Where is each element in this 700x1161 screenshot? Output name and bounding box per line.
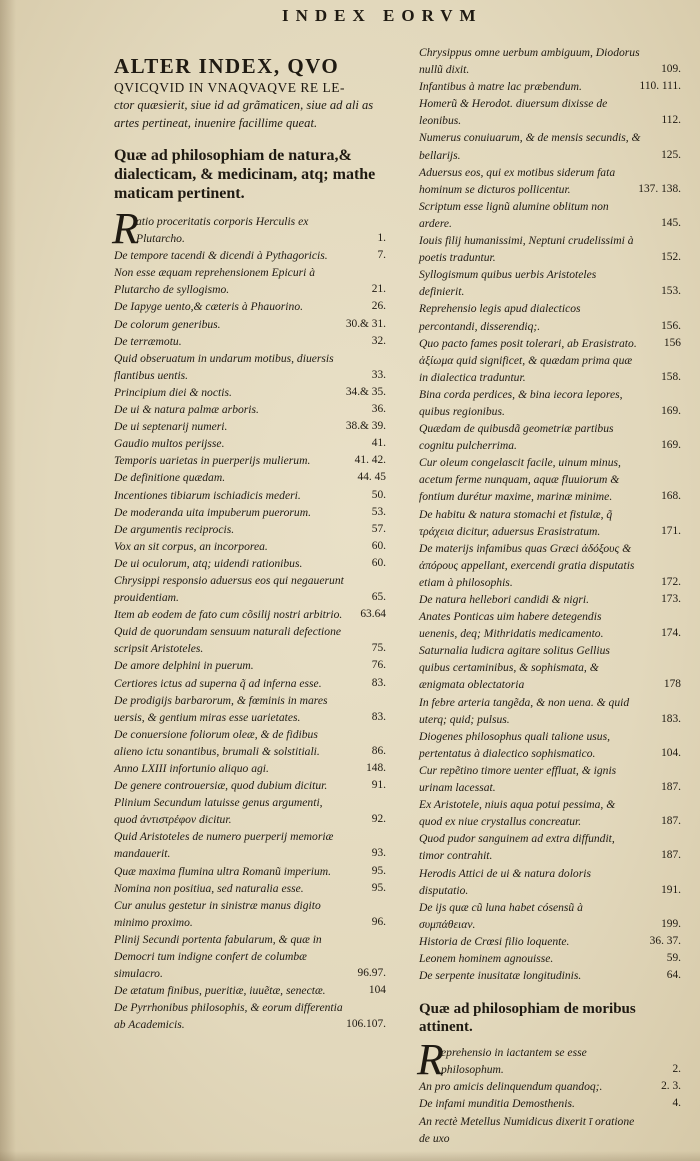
- entry-page-number: 2. 3.: [661, 1080, 681, 1093]
- entry-page-number: 60.: [371, 539, 386, 552]
- entry-text: De ui septenarij numeri.: [114, 420, 228, 434]
- entry-page-number: 83.: [371, 676, 386, 689]
- entry-text: De colorum generibus.: [114, 317, 221, 331]
- entry-page-number: 57.: [371, 522, 386, 535]
- index-entry: [114, 316, 386, 333]
- entry-text: Ex Aristotele, niuis aqua potui pessima, & quod ex niue crystallus concreatur.: [419, 798, 616, 829]
- drop-cap: R: [417, 1035, 444, 1085]
- entry-page-number: 125.: [661, 148, 681, 161]
- index-entry: [114, 675, 386, 692]
- index-entry: [417, 1035, 681, 1085]
- entry-page-number: 38.& 39.: [345, 420, 386, 433]
- index-entry: [419, 865, 681, 899]
- index-entry: [114, 982, 386, 999]
- entry-page-number: 41. 42.: [354, 454, 386, 467]
- entry-text: Aduersus eos, qui ex motibus siderum fata hominum se dicturos pollicentur.: [419, 165, 616, 196]
- index-entry: [112, 204, 386, 253]
- entry-text: Quædam de quibusdã geometriæ partibus cognitu pulcherrima.: [419, 422, 614, 453]
- index-entry: [419, 967, 681, 984]
- entry-text: Gaudio multos perijsse.: [114, 437, 225, 451]
- entry-text: Syllogismum quibus uerbis Aristoteles definierit.: [419, 268, 597, 299]
- index-subtitle: QVICQVID IN VNAQVAQVE RE LE-: [114, 80, 345, 95]
- right-entry-list: [419, 44, 681, 984]
- drop-cap: R: [112, 204, 139, 253]
- entry-text: ἀξίωμα quid significet, & quædam prima quæ in dialectica traduntur.: [419, 353, 633, 384]
- entry-page-number: 93.: [371, 847, 386, 860]
- entry-text: atio proceritatis corporis Herculis ex Plutarcho.: [136, 215, 309, 246]
- entry-text: Quid de quorundam sensuum naturali defectione scripsit Aristoteles.: [114, 625, 342, 656]
- entry-page-number: 2.: [672, 1063, 681, 1076]
- index-entry: [419, 198, 681, 232]
- index-entry: [114, 692, 386, 726]
- entry-text: Homerũ & Herodot. diuersum dixisse de leonibus.: [419, 97, 608, 128]
- index-entry: [114, 726, 386, 760]
- index-entry: [114, 623, 386, 657]
- index-title: ALTER INDEX, QVO: [114, 54, 340, 78]
- index-entry: [114, 606, 386, 623]
- entry-text: Scriptum esse lignũ alumine oblitum non ardere.: [419, 199, 609, 230]
- index-entry: [114, 418, 386, 435]
- entry-text: De prodigijs barbarorum, & fœminis in mares uersis, & gentium miras esse uarietates.: [114, 693, 328, 724]
- entry-text: Nomina non positiua, sed naturalia esse.: [114, 881, 304, 895]
- index-entry: [114, 469, 386, 486]
- index-entry: [419, 540, 681, 591]
- index-entry: [114, 572, 386, 606]
- entry-text: Herodis Attici de ui & natura doloris disputatio.: [419, 866, 591, 897]
- index-title-continuation: ctor quæsierit, siue id ad grãmaticen, siue ad ali as artes pertineat, inuenire facillime queat.: [114, 98, 374, 130]
- entry-text: De ætatum finibus, pueritiæ, iuuẽtæ, senectæ.: [114, 984, 326, 998]
- entry-text: Quæ maxima flumina ultra Romanũ imperium.: [114, 864, 332, 878]
- entry-text: De natura hellebori candidi & nigri.: [419, 593, 590, 606]
- entry-page-number: 36. 37.: [649, 934, 681, 947]
- running-head: INDEX EORVM: [282, 6, 483, 25]
- index-entry: [419, 694, 681, 728]
- index-entry: [419, 95, 681, 129]
- index-entry: [114, 931, 386, 982]
- index-entry: [419, 232, 681, 266]
- entry-page-number: 64.: [666, 969, 681, 982]
- index-entry: [419, 608, 681, 642]
- entry-text: Cur anulus gestetur in sinistræ manus digito minimo proximo.: [114, 898, 321, 929]
- index-entry: [419, 1095, 681, 1112]
- entry-text: eprehensio in iactantem se esse philosophum.: [441, 1046, 587, 1077]
- entry-text: De materijs infamibus quas Græci ἀδόξους & ἀπόρους appellant, exercendi gratia disputatis etiam à philosophis.: [419, 541, 635, 589]
- entry-text: Quo pacto fames posit tolerari, ab Erasistrato.: [419, 336, 637, 350]
- entry-text: Incentiones tibiarum ischiadicis mederi.: [114, 488, 301, 502]
- entry-text: Plinij Secundi portenta fabularum, & quæ in Democri tum indigne confert de columbæ simulacro.: [114, 932, 322, 981]
- index-entry: [114, 504, 386, 521]
- entry-page-number: 95.: [371, 881, 386, 894]
- index-entry: [419, 899, 681, 933]
- entry-page-number: 109.: [661, 63, 681, 76]
- entry-page-number: 41.: [371, 437, 386, 450]
- entry-text: De argumentis reciprocis.: [114, 522, 235, 536]
- entry-page-number: 53.: [371, 505, 386, 518]
- entry-page-number: 36.: [371, 403, 386, 416]
- entry-text: De ui oculorum, atq; uidendi rationibus.: [114, 556, 303, 570]
- entry-page-number: 44. 45: [357, 471, 386, 484]
- entry-text: Chrysippi responsio aduersus eos qui negauerunt prouidentiam.: [114, 573, 344, 605]
- index-entry: [419, 728, 681, 762]
- entry-page-number: 63.64: [360, 608, 386, 621]
- entry-page-number: 145.: [661, 216, 681, 229]
- entry-page-number: 187.: [661, 781, 681, 794]
- entry-text: De definitione quædam.: [114, 471, 226, 485]
- entry-text: Quod pudor sanguinem ad extra diffundit, timor contrahit.: [419, 832, 615, 863]
- entry-page-number: 104: [368, 984, 386, 997]
- index-entry: [419, 454, 681, 505]
- index-entry: [419, 352, 681, 386]
- entry-page-number: 95.: [371, 864, 386, 877]
- entry-page-number: 96.97.: [357, 967, 386, 980]
- index-entry: [114, 452, 386, 469]
- index-entry: [419, 591, 681, 608]
- index-entry: [419, 796, 681, 830]
- entry-page-number: 152.: [661, 251, 681, 264]
- index-entry: [114, 880, 386, 897]
- entry-text: De terræmotu.: [114, 334, 182, 348]
- index-entry: [419, 300, 681, 334]
- entry-page-number: 158.: [661, 370, 681, 383]
- entry-page-number: 137. 138.: [638, 182, 681, 195]
- entry-text: Certiores ictus ad superna q̃ ad inferna esse.: [114, 676, 322, 690]
- entry-page-number: 96.: [371, 915, 386, 928]
- entry-text: Quid obseruatum in undarum motibus, diuersis flantibus uentis.: [114, 351, 334, 382]
- entry-page-number: 168.: [661, 490, 681, 503]
- index-entry: [419, 950, 681, 967]
- entry-text: De ui & natura palmæ arboris.: [114, 403, 259, 417]
- entry-text: Plinium Secundum latuisse genus argumenti, quod ἀντιστρέφον dicitur.: [114, 796, 323, 827]
- entry-page-number: 156.: [661, 319, 681, 332]
- index-entry: [419, 933, 681, 950]
- entry-text: Leonem hominem agnouisse.: [419, 951, 554, 965]
- entry-page-number: 33.: [371, 368, 386, 381]
- entry-text: Diogenes philosophus quali talione usus, pertentatus à dialectico sophismatico.: [419, 729, 610, 760]
- section-heading-natura: Quæ ad philosophiam de natura,& dialecticam, & medicinam, atq; mathe maticam pertinent.: [114, 147, 376, 202]
- entry-text: Numerus conuiuarum, & de mensis secundis, & bellarijs.: [419, 131, 641, 162]
- entry-page-number: 92.: [371, 813, 386, 826]
- left-column: [114, 44, 386, 1034]
- index-entry: [419, 44, 681, 78]
- entry-page-number: 59.: [666, 951, 681, 964]
- entry-page-number: 50.: [371, 488, 386, 501]
- entry-text: De serpente inusitatæ longitudinis.: [419, 969, 582, 983]
- entry-text: Chrysippus omne uerbum ambiguum, Diodorus nullũ dixit.: [419, 46, 640, 77]
- index-entry: [419, 78, 681, 95]
- entry-page-number: 169.: [661, 404, 681, 417]
- entry-page-number: 30.& 31.: [345, 317, 386, 330]
- index-entry: [114, 333, 386, 350]
- entry-text: Temporis uarietas in puerperijs mulierum.: [114, 454, 311, 468]
- index-entry: [114, 760, 386, 777]
- index-entry: [114, 264, 386, 298]
- entry-text: Cur repẽtino timore uenter effluat, & ignis urinam lacessat.: [419, 763, 617, 795]
- entry-text: An pro amicis delinquendum quandoq;.: [419, 1080, 603, 1094]
- index-entry: [419, 266, 681, 300]
- right-entry-list-moribus: [417, 1035, 681, 1147]
- entry-page-number: 65.: [371, 591, 386, 604]
- section-heading-moribus: Quæ ad philosophiam de moribus attinent.: [419, 1001, 636, 1036]
- entry-page-number: 183.: [661, 712, 681, 725]
- entry-page-number: 153.: [661, 285, 681, 298]
- entry-text: De Pyrrhonibus philosophis, & eorum differentia ab Academicis.: [114, 1001, 343, 1032]
- entry-text: An rectè Metellus Numidicus dixerit ī oratione de uxo: [419, 1114, 635, 1145]
- left-entry-list: [112, 204, 386, 1034]
- index-entry: [419, 129, 681, 163]
- index-entry: [419, 642, 681, 693]
- entry-page-number: 191.: [661, 883, 681, 896]
- index-entry: [419, 335, 681, 352]
- entry-text: Bina corda perdices, & bina iecora lepores, quibus regionibus.: [419, 387, 623, 418]
- entry-page-number: 4.: [672, 1097, 681, 1110]
- entry-text: Infantibus à matre lac præbendum.: [419, 80, 582, 94]
- index-entry: [114, 298, 386, 315]
- entry-page-number: 32.: [371, 334, 386, 347]
- entry-text: Item ab eodem de fato cum cõsilij nostri arbitrio.: [114, 608, 343, 622]
- index-entry: [114, 777, 386, 794]
- entry-page-number: 91.: [371, 779, 386, 792]
- entry-page-number: 199.: [661, 917, 681, 930]
- index-entry: [114, 794, 386, 828]
- entry-text: Non esse æquam reprehensionem Epicuri à Plutarcho de syllogismo.: [114, 266, 316, 297]
- entry-page-number: 60.: [371, 556, 386, 569]
- entry-page-number: 156: [663, 336, 681, 349]
- index-entry: [419, 1078, 681, 1095]
- entry-text: Anno LXIII infortunio aliquo agi.: [114, 762, 269, 775]
- entry-text: Iouis filij humanissimi, Neptuni crudelissimi à poetis traduntur.: [419, 234, 634, 265]
- index-entry: [419, 762, 681, 796]
- page-edge: [0, 1151, 700, 1161]
- entry-page-number: 83.: [371, 710, 386, 723]
- entry-text: Reprehensio legis apud dialecticos percontandi, disserendiq;.: [419, 302, 581, 333]
- entry-page-number: 112.: [661, 114, 681, 127]
- entry-text: Cur oleum congelascit facile, uinum minus, acetum ferme nunquam, aquæ fluuiorum & fontium durétur maxime, marinæ minime.: [419, 456, 621, 504]
- index-entry: [114, 897, 386, 931]
- entry-text: De moderanda uita impuberum puerorum.: [114, 505, 311, 519]
- entry-text: Vox an sit corpus, an incorporea.: [114, 539, 268, 553]
- entry-page-number: 86.: [371, 744, 386, 757]
- entry-text: De habitu & natura stomachi et fistulæ, q̃ τράχεια dicitur, aduersus Erasistratum.: [419, 507, 613, 538]
- entry-page-number: 34.& 35.: [345, 385, 386, 398]
- index-entry: [114, 247, 386, 264]
- entry-page-number: 106.107.: [346, 1018, 386, 1031]
- entry-page-number: 104.: [661, 746, 681, 759]
- index-entry: [114, 657, 386, 674]
- entry-page-number: 187.: [661, 815, 681, 828]
- index-entry: [114, 538, 386, 555]
- entry-page-number: 178: [663, 678, 681, 691]
- entry-page-number: 171.: [661, 524, 681, 537]
- entry-text: Principium diei & noctis.: [114, 385, 232, 399]
- index-entry: [419, 420, 681, 454]
- index-entry: [114, 435, 386, 452]
- index-entry: [114, 555, 386, 572]
- entry-page-number: 1.: [377, 232, 386, 245]
- entry-page-number: 174.: [661, 627, 681, 640]
- index-entry: [114, 828, 386, 862]
- entry-page-number: 110. 111.: [639, 80, 681, 93]
- entry-page-number: 169.: [661, 439, 681, 452]
- entry-text: Anates Ponticas uim habere detegendis uenenis, deq; Mithridatis medicamento.: [419, 610, 604, 641]
- entry-page-number: 76.: [371, 659, 386, 672]
- entry-page-number: 187.: [661, 849, 681, 862]
- index-entry: [419, 506, 681, 540]
- entry-page-number: 172.: [661, 575, 681, 588]
- entry-text: In febre arteria tangẽda, & non uena. & quid uterq; quid; pulsus.: [419, 695, 630, 726]
- entry-text: De ijs quæ cũ luna habet cósensũ à συμπάθειαν.: [419, 900, 583, 931]
- index-entry: [114, 350, 386, 384]
- index-entry: [114, 521, 386, 538]
- entry-page-number: 21.: [371, 283, 386, 296]
- entry-text: De amore delphini in puerum.: [114, 659, 254, 673]
- entry-text: Saturnalia ludicra agitare solitus Gellius quibus certaminibus, & sophismata, & ænigmata oblectatoria: [419, 644, 610, 692]
- binding-shadow: [0, 0, 16, 1161]
- entry-page-number: 26.: [371, 300, 386, 313]
- index-entry: [114, 384, 386, 401]
- entry-text: De conuersione foliorum oleæ, & de fidibus alieno ictu sonantibus, brumali & solstitiali.: [114, 727, 320, 758]
- entry-text: De genere controuersiæ, quod dubium dicitur.: [114, 779, 328, 793]
- index-entry: [419, 1113, 681, 1147]
- entry-text: De Iapyge uento,& cæteris à Phauorino.: [114, 300, 304, 314]
- index-entry: [114, 401, 386, 418]
- index-entry: [114, 487, 386, 504]
- index-entry: [419, 830, 681, 864]
- index-entry: [114, 863, 386, 880]
- entry-page-number: 148.: [366, 762, 386, 774]
- entry-page-number: 75.: [371, 642, 386, 655]
- entry-page-number: 7.: [377, 249, 386, 262]
- entry-text: Quid Aristoteles de numero puerperij memoriæ mandauerit.: [114, 830, 334, 861]
- entry-text: De infami munditia Demosthenis.: [419, 1097, 575, 1111]
- index-entry: [419, 386, 681, 420]
- index-entry: [419, 164, 681, 198]
- index-entry: [114, 999, 386, 1033]
- entry-text: De tempore tacendi & dicendi à Pythagoricis.: [114, 249, 328, 263]
- entry-page-number: 173.: [661, 593, 681, 605]
- entry-text: Historia de Crœsi filio loquente.: [419, 934, 570, 948]
- right-column: [419, 44, 681, 1147]
